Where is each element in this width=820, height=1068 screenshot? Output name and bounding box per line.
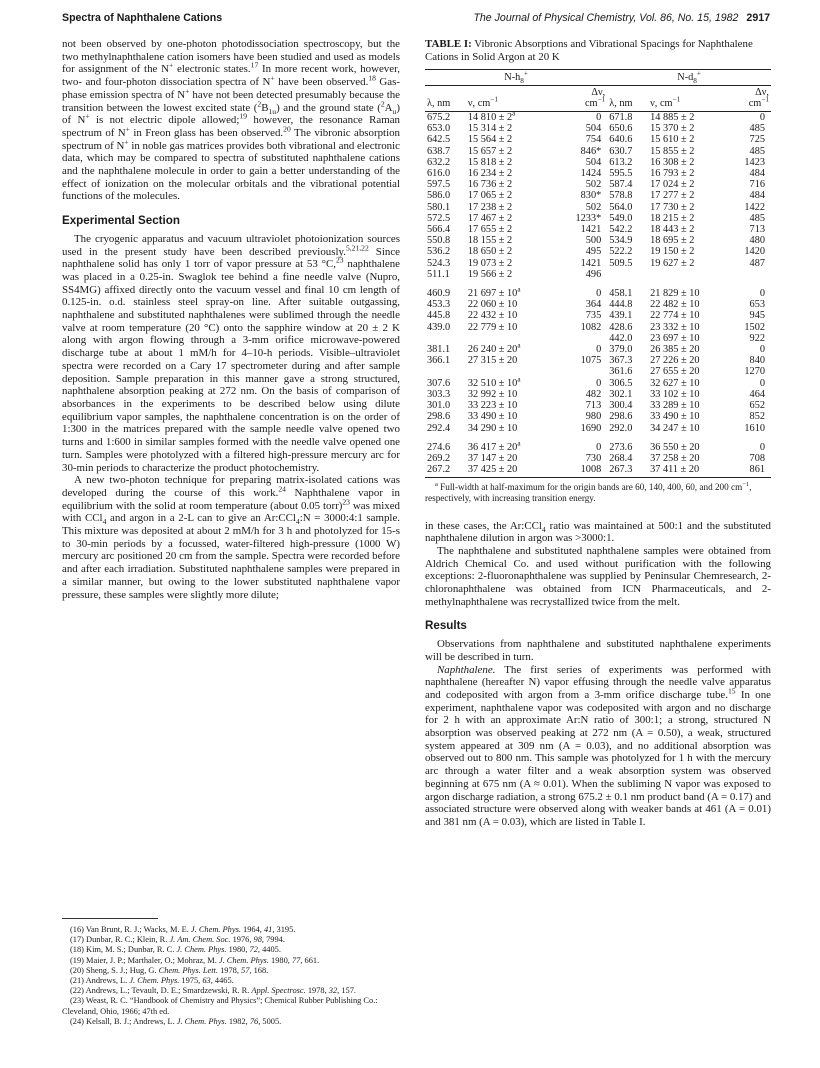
table-row [425,246,771,257]
table-row [425,322,771,333]
cell-dnu-d: 1610 [744,422,765,434]
cell-nu-h: 15 314 ± 2 [467,123,513,135]
cell-lambda-h: 453.3 [427,299,451,311]
table-row [425,224,771,235]
cell-lambda-d: 379.0 [609,344,633,356]
cell-lambda-d: 428.6 [609,321,633,333]
cell-lambda-d: 273.6 [609,441,633,453]
cell-dnu-d: 0 [759,288,765,300]
right-column [425,38,771,1058]
materials-paragraph: The naphthalene and substituted naphthalene samples were obtained from Aldrich Chemical Co. and used without purification with the following exceptions: 2-fluoronaphthalene was supplied by Peninsular Chemresearch, 2-chloronaphthalene was obtained from ICN Pharmaceuticals, and 2-methylnaphthalene was recrystallized twice from the melt. [425,544,771,608]
vibronic-table [425,69,771,478]
cell-lambda-d: 267.3 [607,464,648,478]
table-row [425,378,771,389]
cell-lambda-h: 303.3 [427,388,451,400]
table-row [425,179,771,190]
cell-lambda-d: 444.8 [609,299,633,311]
cell-nu-d: 26 385 ± 20 [650,344,700,356]
cell-dnu-d: 0 [759,344,765,356]
cell-dnu-h: 1690 [580,422,602,434]
cell-dnu-d: 484 [749,190,765,202]
table-footnote: $^a$ Full-width at half-maximum for the origin bands are 60, 140, 400, 60, and 200 $cm^{-1}$, respectively, with increasing transition energy. [425,481,752,503]
cell-dnu-h: 500 [585,235,602,247]
experimental-paragraph-2: A new two-photon technique for preparing matrix-isolated cations was developed during the course of this work.$^{24}$ Naphthalene vapor in equilibrium with the solid at room temperature (about 0.05 torr)$^{23}$ was mixed with CCl$_4$ and argon in a 2-L can to give an Ar:CCl$_4$:N = 3000:4:1 sample. This mixture was deposited at about 2 mM/h for 3 h and photolyzed for 15-s to 30-min periods by a focussed, water-filtered high-pressure (1000 W) mercury arc positioned 20 cm from the sample. Spectra were recorded before and after each irradiation. Substituted naphthalene samples were prepared in a similar manner, but owing to the lower substituted naphthalene vapor pressure, these samples were slightly more dilute; [62,474,401,601]
cell-dnu-h: 980 [585,411,602,423]
cell-dnu-h: 713 [585,400,602,412]
cell-lambda-d: 542.2 [609,224,633,236]
cell-nu-h: 17 467 ± 2 [467,212,513,224]
cell-dnu-h: 830* [580,190,602,202]
cell-nu-h: 27 315 ± 20 [467,355,518,367]
cell-nu-h: 19 073 ± 2 [467,257,513,269]
cell-nu-d: 22 482 ± 10 [650,299,700,311]
continuation-paragraph: in these cases, the Ar:CCl$_4$ ratio was maintained at 500:1 and the substituted naphthalene dilution in argon was >3000:1. [425,519,771,545]
cell-nu-h: 37 425 ± 20 [466,464,551,478]
cell-dnu-h: 0 [596,377,602,389]
cell-lambda-d: 671.8 [609,112,633,124]
cell-dnu-h: 495 [585,246,602,258]
cell-nu-h: 22 779 ± 10 [467,321,518,333]
cell-lambda-h: 597.5 [427,179,451,191]
table-row [425,112,771,124]
cell-dnu-d: 852 [749,411,765,423]
cell-dnu-d: 485 [749,123,765,135]
cell-nu-d: 33 289 ± 10 [650,400,700,412]
cell-dnu-h: 0 [596,344,602,356]
cell-nu-d: 22 774 ± 10 [650,310,700,322]
cell-dnu-d: 861 [728,464,771,478]
cell-lambda-d: 367.3 [609,355,633,367]
cell-nu-d: 15 610 ± 2 [650,134,695,146]
results-paragraph-1: Observations from naphthalene and substituted naphthalene experiments will be described in turn. [425,638,771,663]
cell-nu-d: 17 730 ± 2 [650,201,695,213]
cell-lambda-h: 642.5 [427,134,451,146]
references-rule [62,918,158,919]
cell-dnu-d: 725 [749,134,765,146]
cell-dnu-h: 1421 [580,257,602,269]
col-dnu: Δν, $cm^{-1}$ [557,85,608,111]
table-row [425,123,771,134]
reference-item: (24) Kelsall, B. J.; Andrews, L. J. Chem. Phys. 1982, 76, 5005. [70,1016,282,1026]
cell-nu-d: 37 411 ± 20 [648,464,728,478]
cell-lambda-d: 595.5 [609,168,633,180]
table-row [425,157,771,168]
cell-dnu-d: 1423 [744,156,765,168]
table-row [425,146,771,157]
cell-lambda-d: 268.4 [609,452,633,464]
cell-lambda-d: 578.8 [609,190,633,202]
cell-lambda-d: 292.0 [609,422,633,434]
cell-lambda-h: 267.2 [425,464,466,478]
cell-dnu-d: 708 [749,452,765,464]
left-column [62,38,400,1058]
cell-lambda-h: 269.2 [427,452,451,464]
col-dnu-d: Δν, $cm^{-1}$ [728,85,771,111]
cell-dnu-d: 1420 [744,246,765,258]
cell-nu-d: 17 277 ± 2 [650,190,695,202]
col-lambda: λ, nm [425,85,466,111]
cell-lambda-h: 572.5 [427,212,451,224]
table-row [425,442,771,453]
cell-nu-d [648,269,728,280]
cell-dnu-d: 485 [749,212,765,224]
cell-nu-h: 15 564 ± 2 [467,134,513,146]
cell-lambda-h: 580.1 [427,201,451,213]
cell-lambda-d: 549.0 [609,212,633,224]
cell-dnu-h: 502 [585,201,602,213]
cell-nu-d: 19 627 ± 2 [650,257,695,269]
table-row [425,453,771,464]
cell-nu-d: 18 443 ± 2 [650,224,695,236]
table-row [425,235,771,246]
cell-lambda-h: 460.9 [427,288,451,300]
cell-nu-d: 23 697 ± 10 [650,332,700,344]
cell-dnu-d: 716 [749,179,765,191]
table-row [425,202,771,213]
table-body [425,109,771,478]
cell-nu-d: 18 695 ± 2 [650,235,695,247]
cell-dnu-d [728,269,771,280]
cell-dnu-d: 480 [749,235,765,247]
cell-dnu-h: 0 [596,112,602,124]
cell-lambda-h [425,333,466,344]
cell-lambda-d: 587.4 [609,179,633,191]
cell-dnu-d: 945 [749,310,765,322]
cell-lambda-h: 675.2 [427,112,451,124]
cell-nu-h: 16 736 ± 2 [467,179,513,191]
cell-lambda-d: 534.9 [609,235,633,247]
cell-dnu-h [557,366,608,377]
cell-nu-h: 17 655 ± 2 [467,224,513,236]
cell-lambda-d: 630.7 [609,145,633,157]
reference-item: (20) Sheng, S. J.; Hug, G. Chem. Phys. Lett. 1978, 57, 168. [70,965,269,975]
cell-dnu-h: 496 [585,268,602,280]
cell-nu-h: 17 238 ± 2 [467,201,513,213]
cell-lambda-d [607,269,648,280]
cell-nu-d: 27 655 ± 20 [650,366,700,378]
group-header-nh8: $N-h_8^+$ [425,70,607,85]
cell-dnu-h: 1008 [557,464,608,478]
cell-dnu-d: 1502 [744,321,765,333]
cell-lambda-d: 298.6 [609,411,633,423]
cell-dnu-d: 0 [759,377,765,389]
reference-item: (23) Weast, R. C. “Handbook of Chemistry and Physics”; Chemical Rubber Publishing Co.: Cleveland, Ohio, 1966; 47th ed. [62,996,378,1016]
cell-nu-d: 18 215 ± 2 [650,212,695,224]
table-row [425,299,771,310]
cell-lambda-d: 302.1 [609,388,633,400]
cell-nu-h: 21 $697 \pm 10^a$ [467,285,521,300]
cell-dnu-d: 652 [749,400,765,412]
results-heading: Results [425,619,467,633]
cell-nu-h [466,333,551,344]
cell-dnu-d: 653 [749,299,765,311]
cell-dnu-h: 482 [585,388,602,400]
cell-nu-h: 22 060 ± 10 [467,299,518,311]
cell-lambda-h: 274.6 [427,441,451,453]
cell-nu-h [466,366,551,377]
cell-lambda-d: 564.0 [609,201,633,213]
cell-nu-d: 23 332 ± 10 [650,321,700,333]
cell-dnu-h: 1233* [575,212,602,224]
cell-lambda-h: 653.0 [427,123,451,135]
group-header-nd8: $N-d_8^+$ [607,70,771,85]
cell-dnu-h: 846* [580,145,602,157]
results-paragraph-2: Naphthalene. The first series of experiments was performed with naphthalene (hereafter N) vapor effusing through the needle valve apparatus and codeposited with argon from a 3-mm orifice discharge tube.$^{15}$ In one experiment, naphthalene vapor was codeposited with argon and no discharge for 2 h with an approximate Ar:N ratio of 300:1; a strong, structured N absorption was observed peaking at 272 nm (A = 0.50), a weak, structured system appeared at 309 nm (A = 0.03), and no additional absorption was observed out to 800 nm. This sample was photolyzed for 1 h with the mercury arc through a water filter and a weak absorption system was observed beginning at 675 nm (A ≈ 0.01). When the subliming N vapor was exposed to argon discharge radiation, a strong 675.2 ± 0.1 nm product band (A = 0.17) and associated structure were observed along with weaker bands at 461 (A = 0.01) and 381 nm (A = 0.03), which are listed in Table I. [425,663,771,828]
cell-nu-h: 16 234 ± 2 [467,168,513,180]
cell-lambda-h: 439.0 [427,321,451,333]
cell-nu-h: 37 147 ± 20 [467,452,518,464]
cell-nu-d: 17 024 ± 2 [650,179,695,191]
reference-list [62,925,400,1027]
reference-item: (18) Kim, M. S.; Dunbar, R. C. J. Chem. Phys. 1980, 72, 4405. [70,945,281,955]
cell-nu-h: 18 650 ± 2 [467,246,513,258]
table-row [425,434,771,442]
cell-nu-h: 32 992 ± 10 [467,388,518,400]
cell-dnu-h: 0 [596,441,602,453]
cell-nu-d: 27 226 ± 20 [650,355,700,367]
right-text [425,520,771,829]
cell-dnu-d: 0 [759,441,765,453]
table-row [425,168,771,179]
intro-paragraph: not been observed by one-photon photodissociation spectroscopy, but the two methylnaphthalene cation isomers have been studied and used as models for assignment of the N+ electronic states.$^{17}$ In more recent work, however, two- and four-photon dissociation spectra of N+ have been observed.$^{18}$ Gas-phase emission spectra of N+ have not been detected presumably because the transition between the lowest excited state $(^2B_{1u})$ and the ground state $(^2A_u)$ of N+ is not electric dipole allowed;$^{19}$ however, the resonance Raman spectrum of N+ in Freon glass has been observed.$^{20}$ The vibronic absorption spectrum of N+ in noble gas matrices provides both vibrational and electronic data, which may be compared to spectra of substituted naphthalene cations and the naphthalene molecule in order to gain a better understanding of the effect of ionization on the molecular orbitals and the vibrational potential functions of the molecules. [62,38,401,203]
cell-lambda-d: 522.2 [609,246,633,258]
cell-lambda-h: 301.0 [427,400,451,412]
cell-dnu-h: 504 [585,123,602,135]
cell-lambda-d: 458.1 [609,288,633,300]
cell-lambda-h: 632.2 [427,156,451,168]
cell-lambda-h: 524.3 [427,257,451,269]
cell-nu-h: 36 $417 \pm 20^a$ [467,439,521,453]
cell-lambda-d: 442.0 [609,332,633,344]
cell-nu-h: 15 818 ± 2 [467,156,513,168]
references [62,918,400,1027]
cell-dnu-d: 0 [759,112,765,124]
reference-item: (16) Van Brunt, R. J.; Wacks, M. E. J. Chem. Phys. 1964, 41, 3195. [70,925,296,934]
table-row [425,389,771,400]
cell-lambda-d: 361.6 [609,366,633,378]
cell-lambda-d: 613.2 [609,156,633,168]
table-row [425,344,771,355]
cell-lambda-d: 650.6 [609,123,633,135]
cell-dnu-h: 754 [585,134,602,146]
table-row [425,411,771,422]
cell-nu-d: 33 102 ± 10 [650,388,700,400]
cell-lambda-h: 307.6 [427,377,451,389]
cell-lambda-h: 298.6 [427,411,451,423]
cell-lambda-h [425,366,466,377]
table-row [425,310,771,321]
cell-dnu-d: 485 [749,145,765,157]
cell-nu-h: 17 065 ± 2 [467,190,513,202]
table-row [425,269,771,280]
reference-item: (19) Maier, J. P.; Marthaler, O.; Mohraz, M. J. Chem. Phys. 1980, 77, 661. [70,955,320,965]
cell-nu-h: 18 155 ± 2 [467,235,513,247]
cell-dnu-h: 0 [596,288,602,300]
cell-nu-h: 14 $810 \pm 2^a$ [467,109,516,124]
col-nu-d: ν, $cm^{-1}$ [648,85,728,111]
table-row [425,280,771,288]
cell-nu-d: 37 258 ± 20 [650,452,700,464]
cell-lambda-h: 511.1 [427,268,450,280]
cell-nu-d: 19 150 ± 2 [650,246,695,258]
cell-lambda-h: 638.7 [427,145,451,157]
cell-dnu-d: 1270 [744,366,765,378]
cell-dnu-h: 730 [585,452,602,464]
table-row [425,134,771,145]
cell-lambda-d: 306.5 [609,377,633,389]
cell-lambda-h: 366.1 [427,355,451,367]
reference-item: (21) Andrews, L. J. Chem. Phys. 1975, 63, 4465. [70,976,234,986]
cell-dnu-h: 364 [585,299,602,311]
cell-nu-h: 33 223 ± 10 [467,400,518,412]
table-row [425,400,771,411]
cell-nu-h: 34 290 ± 10 [467,422,518,434]
page-number: 2917 [746,12,770,24]
table-row [425,464,771,478]
table-row [425,366,771,377]
experimental-heading: Experimental Section [62,214,180,228]
cell-dnu-d: 840 [749,355,765,367]
cell-nu-h: 32 $510 \pm 10^a$ [467,375,521,389]
cell-dnu-d: 484 [749,168,765,180]
cell-dnu-d: 487 [749,257,765,269]
cell-dnu-h: 1424 [580,168,602,180]
cell-nu-h: 19 566 ± 2 [467,268,513,280]
table-row [425,423,771,434]
col-nu: ν, $cm^{-1}$ [466,85,557,111]
table-row [425,190,771,201]
cell-dnu-d: 1422 [744,201,765,213]
cell-dnu-h [557,333,608,344]
cell-lambda-h: 586.0 [427,190,451,202]
cell-dnu-h: 1082 [580,321,602,333]
cell-lambda-d: 300.4 [609,400,633,412]
cell-nu-d: 16 793 ± 2 [650,168,695,180]
cell-lambda-h: 536.2 [427,246,451,258]
reference-item: (17) Dunbar, R. C.; Klein, R. J. Am. Chem. Soc. 1976, 98, 7994. [70,935,285,945]
cell-nu-d: 14 885 ± 2 [650,112,695,124]
cell-dnu-d: 464 [749,388,765,400]
cell-nu-h: 33 490 ± 10 [467,411,518,423]
cell-nu-d: 34 247 ± 10 [650,422,700,434]
cell-dnu-h: 735 [585,310,602,322]
cell-nu-d: 15 370 ± 2 [650,123,695,135]
table-row [425,355,771,366]
cell-dnu-h: 504 [585,156,602,168]
cell-dnu-h: 1421 [580,224,602,236]
cell-dnu-d: 713 [749,224,765,236]
table-row [425,333,771,344]
cell-nu-d: 16 308 ± 2 [650,156,695,168]
running-title: Spectra of Naphthalene Cations [62,12,223,24]
table-row [425,213,771,224]
cell-lambda-d: 509.5 [609,257,633,269]
cell-nu-d: 36 550 ± 20 [650,441,700,453]
table-caption: TABLE I: Vibronic Absorptions and Vibrational Spacings for Naphthalene Cations in Solid Argon at 20 K [425,38,753,63]
journal-citation: The Journal of Physical Chemistry, Vol. 86, No. 15, 1982 2917 [473,12,770,24]
cell-lambda-d: 439.1 [609,310,633,322]
running-header [62,12,770,28]
cell-dnu-h: 502 [585,179,602,191]
cell-lambda-d: 640.6 [609,134,633,146]
table-row [425,288,771,299]
cell-lambda-h: 292.4 [427,422,451,434]
cell-lambda-h: 616.0 [427,168,451,180]
cell-dnu-d: 922 [749,332,765,344]
cell-nu-d: 21 829 ± 10 [650,288,700,300]
reference-item: (22) Andrews, L.; Tevault, D. E.; Smardzewski, R. R. Appl. Spectrosc. 1978, 32, 157. [70,986,356,996]
cell-lambda-h: 381.1 [427,344,451,356]
cell-nu-d: 15 855 ± 2 [650,145,695,157]
cell-nu-h: 15 657 ± 2 [467,145,513,157]
table-row [425,258,771,269]
col-lambda-d: λ, nm [607,85,648,111]
cell-lambda-h: 445.8 [427,310,451,322]
cell-nu-d: 33 490 ± 10 [650,411,700,423]
cell-nu-d: 32 627 ± 10 [650,377,700,389]
cell-lambda-h: 550.8 [427,235,451,247]
cell-dnu-h: 1075 [580,355,602,367]
experimental-paragraph-1: The cryogenic apparatus and vacuum ultraviolet photoionization sources used in the present study have been described previously.$^{5,21,22}$ Since naphthalene solid has only 1 torr of vapor pressure at 53 °C,$^{23}$ naphthalene was placed in a 0.25-in. Swaglok tee behind a fine needle valve (Nupro, SS4MG) affixed directly onto the vacuum vessel and final 10 cm length of 0.125-in. o.d. stainless steel spray-on line. After suitable outgassing, naphthalene and substituted naphthalenes were sublimed through the needle valve at room temperature (20 °C) onto the sapphire window at 20 ± 2 K along with argon flowing through a 3-mm orifice microwave-powered discharge tube at about 1 mM/h for 4–10-h periods. Visible–ultraviolet spectra were recorded on a Cary 17 spectrometer during and after sample deposition. Sample preparation in this manner gave a strong structured, naphthalene absorption peaking at 272 nm. On the basis of comparison of absorbances in the experiments to be described below using dilute equilibrium vapor samples, the naphthalene concentration is on the order of 1:300 in the matrices prepared with the sample needle valve opened two turns and 1:600 in similar samples formed with the needle valve opened one turn. Samples were photolyzed with a filtered high-pressure mercury arc for 30-min periods to characterize the product photochemistry. [62,232,400,474]
cell-nu-h: 26 $240 \pm 20^a$ [467,341,521,356]
cell-lambda-h: 566.4 [427,224,451,236]
cell-nu-h: 22 432 ± 10 [467,310,518,322]
